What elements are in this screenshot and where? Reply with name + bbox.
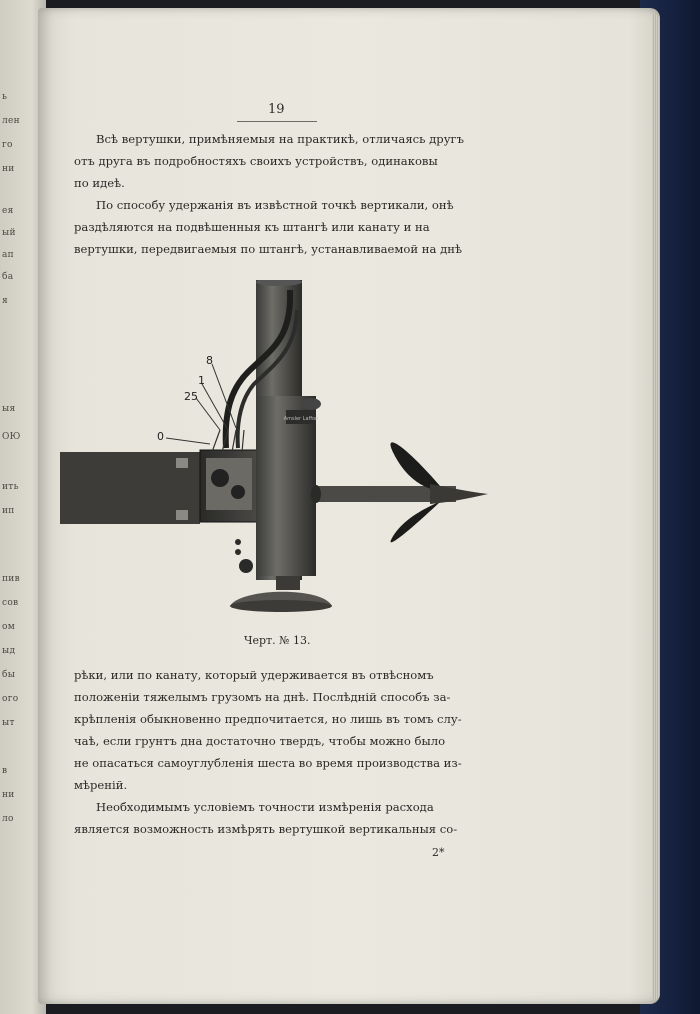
left-fragment: ип [2,506,15,516]
left-fragment: ый [2,228,16,238]
current-meter-figure [60,280,490,620]
left-fragment: я [2,296,8,306]
text-line: является возможность измѣрять вертушкой вертикальныя со- [74,822,458,836]
left-fragment: ни [2,790,15,800]
left-fragment: ыд [2,646,16,656]
text-line: раздѣляются на подвѣшенныя къ штангѣ или канату и на [74,220,430,234]
left-fragment: ь [2,92,8,102]
text-line: рѣки, или по канату, который удерживается въ отвѣсномъ [74,668,434,682]
left-fragment: ыт [2,718,15,728]
left-fragment: ба [2,272,14,282]
screw-head [176,458,188,468]
page-number-rule [237,121,317,122]
signature-mark: 2* [432,846,445,859]
left-fragment: ло [2,814,14,824]
left-fragment: лен [2,116,20,126]
page-number: 19 [268,102,285,117]
left-fragment: ого [2,694,19,704]
text-line: крѣпленія обыкновенно предпочитается, но лишь въ томъ слу- [74,712,462,726]
clamp-screw [301,398,321,410]
top-paragraph [74,128,464,260]
propeller-blade-upper [390,442,444,492]
left-fragment: сов [2,598,19,608]
screw-head [176,510,188,520]
maker-plate-text: Amsler Laffon [283,416,319,422]
text-line: положеніи тяжелымъ грузомъ на днѣ. Послѣдній способъ за- [74,690,451,704]
propeller-nose [430,484,488,504]
left-fragment: ыя [2,404,16,414]
text-line: отъ друга въ подробностяхъ своихъ устройствъ, одинаковы [74,154,438,168]
text-line: мѣреній. [74,778,128,792]
left-fragment: го [2,140,13,150]
text-line: чаѣ, если грунтъ дна достаточно твердъ, чтобы можно было [74,734,446,748]
gear [231,485,245,499]
text-line: вертушки, передвигаемыя по штангѣ, устанавливаемой на днѣ [74,242,462,256]
page-stack-edge [652,14,660,1000]
left-fragment: бы [2,670,16,680]
bottom-paragraph [74,664,462,840]
figure-caption: Черт. № 13. [244,634,311,647]
knob [239,559,253,573]
left-fragment: в [2,766,8,776]
left-fragment: ни [2,164,15,174]
figure-label: 8 [206,354,213,367]
foot-stem [276,576,300,590]
left-fragment: ом [2,622,16,632]
propeller-blade-lower [391,500,444,542]
text-line: Необходимымъ условіемъ точности измѣренія расхода [96,800,434,814]
left-fragment: ОЮ [2,432,21,442]
figure-label: 0 [157,430,164,443]
figure-label: 1 [198,374,205,387]
left-fragment: ап [2,250,14,260]
text-line: Всѣ вертушки, примѣняемыя на практикѣ, отличаясь другъ [96,132,464,146]
text-line: не опасаться самоуглубленія шеста во время производства из- [74,756,462,770]
gear [211,469,229,487]
text-line: По способу удержанія въ извѣстной точкѣ вертикали, онѣ [96,198,454,212]
left-fragment: ить [2,482,19,492]
left-fragment: пив [2,574,20,584]
text-line: по идеѣ. [74,176,125,190]
counter-inner [206,458,252,510]
figure-label: 25 [184,390,198,403]
left-fragment: ея [2,206,14,216]
